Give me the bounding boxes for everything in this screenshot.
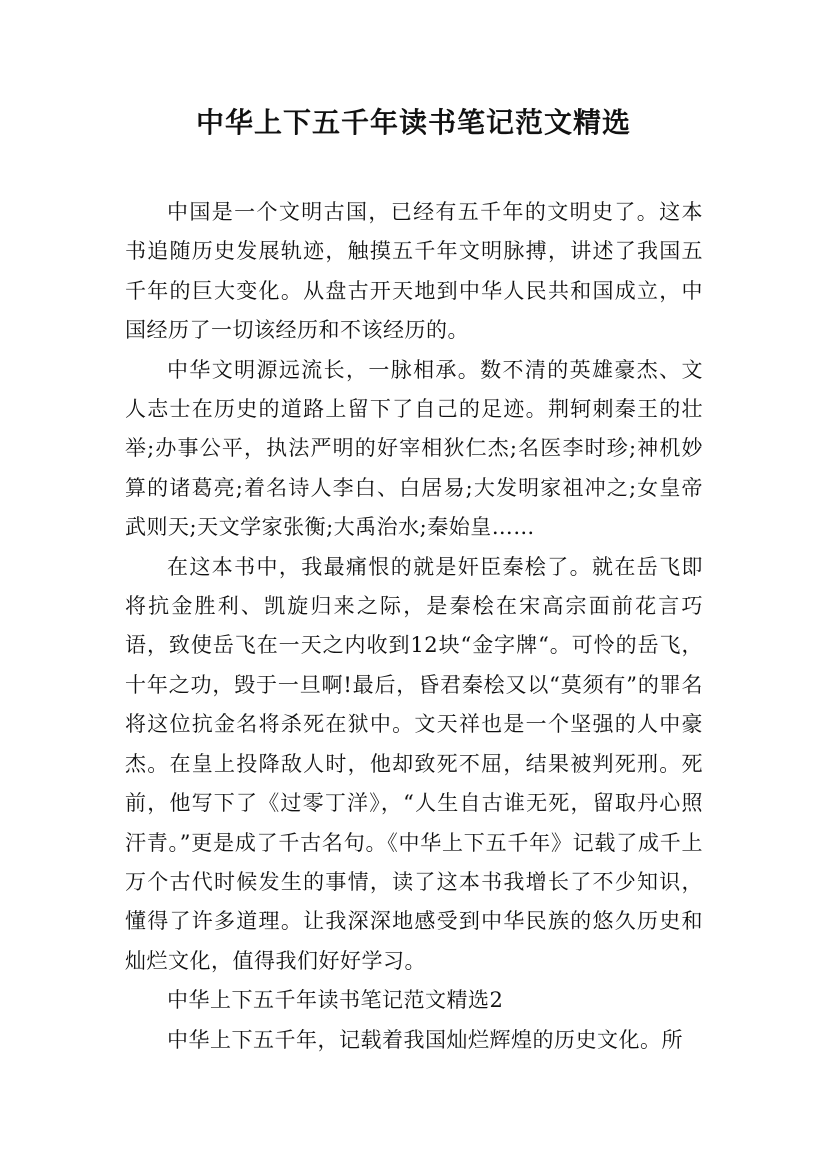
paragraph-intro: 中国是一个文明古国，已经有五千年的文明史了。这本书追随历史发展轨迹，触摸五千年文明脉搏，讲述了我国五千年的巨大变化。从盘古开天地到中华人民共和国成立，中国经历了一切该经历和不该经历的。 bbox=[125, 200, 703, 343]
paragraph-heroes: 中华文明源远流长，一脉相承。数不清的英雄豪杰、文人志士在历史的道路上留下了自己的足迹。荆轲刺秦王的壮举;办事公平，执法严明的好宰相狄仁杰;名医李时珍;神机妙算的诸葛亮;着名诗人李白、白居易;大发明家祖冲之;女皇帝武则天;天文学家张衡;大禹治水;秦始皇…… bbox=[125, 357, 703, 540]
paragraph-qin-hui: 在这本书中，我最痛恨的就是奸臣秦桧了。就在岳飞即将抗金胜利、凯旋归来之际，是秦桧在宋高宗面前花言巧语，致使岳飞在一天之内收到12块“金字牌“。可怜的岳飞，十年之功，毁于一旦啊!最后，昏君秦桧又以“莫须有”的罪名将这位抗金名将杀死在狱中。文天祥也是一个坚强的人中豪杰。在皇上投降敌人时，他却致死不屈，结果被判死刑。死前，他写下了《过零丁洋》，“人生自古谁无死，留取丹心照汗青。”更是成了千古名句。《中华上下五千年》记载了成千上万个古代时候发生的事情，读了这本书我增长了不少知识，懂得了许多道理。让我深深地感受到中华民族的悠久历史和灿烂文化，值得我们好好学习。 bbox=[125, 554, 703, 973]
document-body bbox=[125, 193, 703, 1060]
paragraph-section-2-start: 中华上下五千年，记载着我国灿烂辉煌的历史文化。所 bbox=[167, 1027, 683, 1052]
document-title: 中华上下五千年读书笔记范文精选 bbox=[195, 106, 631, 139]
section-heading-2: 中华上下五千年读书笔记范文精选2 bbox=[167, 988, 504, 1013]
